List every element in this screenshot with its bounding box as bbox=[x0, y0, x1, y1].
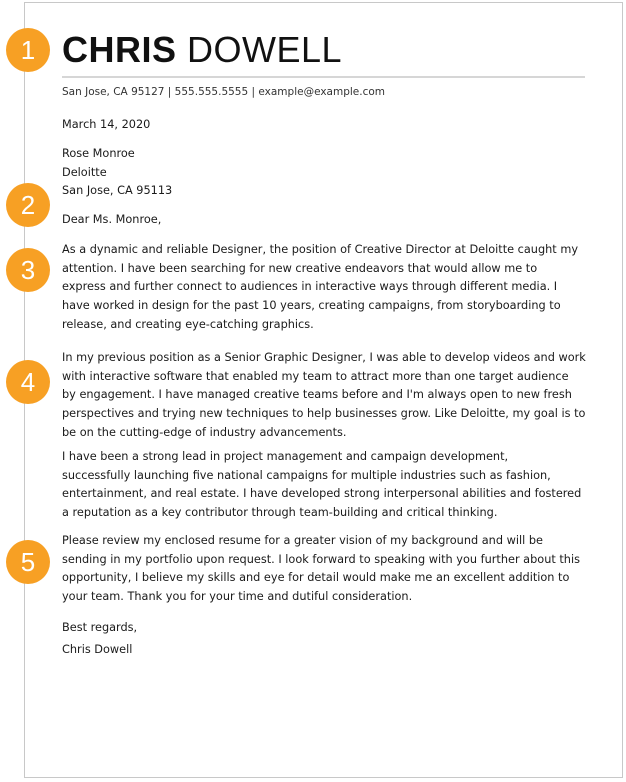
text-line: your team. Thank you for your time and dutiful consideration. bbox=[62, 590, 413, 604]
text-line: opportunity, I believe my skills and eye for detail would make me an excellent addition to bbox=[62, 571, 570, 585]
step-marker-4: 4 bbox=[6, 360, 50, 404]
text-line: be on the cutting-edge of industry advancements. bbox=[62, 425, 347, 439]
text-line: a reputation as a key contributor through team-building and critical thinking. bbox=[62, 506, 498, 520]
letter-heading-name bbox=[62, 30, 342, 70]
letter-date: March 14, 2020 bbox=[62, 118, 151, 131]
paragraph-2 bbox=[62, 349, 586, 442]
text-line: release, and creating eye-catching graphics. bbox=[62, 317, 314, 331]
recipient-address: San Jose, CA 95113 bbox=[62, 184, 173, 198]
header-divider bbox=[62, 76, 585, 78]
recipient-block bbox=[62, 145, 172, 201]
text-line: As a dynamic and reliable Designer, the position of Creative Director at Deloitte caught my bbox=[62, 243, 579, 256]
first-name: CHRIS bbox=[62, 29, 177, 70]
text-line: with interactive software that enabled my team to attract more than one target audience bbox=[62, 369, 569, 383]
paragraph-4 bbox=[62, 532, 580, 607]
step-marker-3: 3 bbox=[6, 248, 50, 292]
closing: Best regards, bbox=[62, 621, 138, 634]
text-line: I have been a strong lead in project management and campaign development, bbox=[62, 450, 509, 463]
text-line: Please review my enclosed resume for a greater vision of my background and will be bbox=[62, 534, 543, 547]
paragraph-1 bbox=[62, 241, 578, 334]
text-line: entertainment, and real estate. I have developed strong interpersonal abilities and fostered bbox=[62, 487, 582, 501]
last-name: DOWELL bbox=[187, 29, 343, 70]
salutation: Dear Ms. Monroe, bbox=[62, 213, 162, 226]
contact-line: San Jose, CA 95127 | 555.555.5555 | example@example.com bbox=[62, 86, 386, 98]
text-line: perspectives and trying new techniques to help businesses grow. Like Deloitte, my goal is to bbox=[62, 407, 586, 421]
recipient-company: Deloitte bbox=[62, 165, 107, 179]
step-marker-1: 1 bbox=[6, 28, 50, 72]
text-line: In my previous position as a Senior Graphic Designer, I was able to develop videos and work bbox=[62, 351, 586, 364]
text-line: attention. I have been searching for new creative endeavors that would allow me to bbox=[62, 261, 538, 275]
step-marker-2: 2 bbox=[6, 183, 50, 227]
text-line: by engagement. I have managed creative teams before and I'm always open to new fresh bbox=[62, 388, 572, 402]
signature: Chris Dowell bbox=[62, 643, 133, 656]
text-line: have worked in design for the past 10 years, creating campaigns, from storyboarding to bbox=[62, 299, 561, 313]
step-marker-5: 5 bbox=[6, 540, 50, 584]
text-line: sending in my portfolio upon request. I look forward to speaking with you further about this bbox=[62, 552, 580, 566]
recipient-name: Rose Monroe bbox=[62, 147, 135, 160]
paragraph-3 bbox=[62, 448, 581, 523]
text-line: express and further connect to audiences in interactive ways through different media. I bbox=[62, 280, 558, 294]
text-line: successfully launching five national campaigns for multiple industries such as fashion, bbox=[62, 468, 551, 482]
